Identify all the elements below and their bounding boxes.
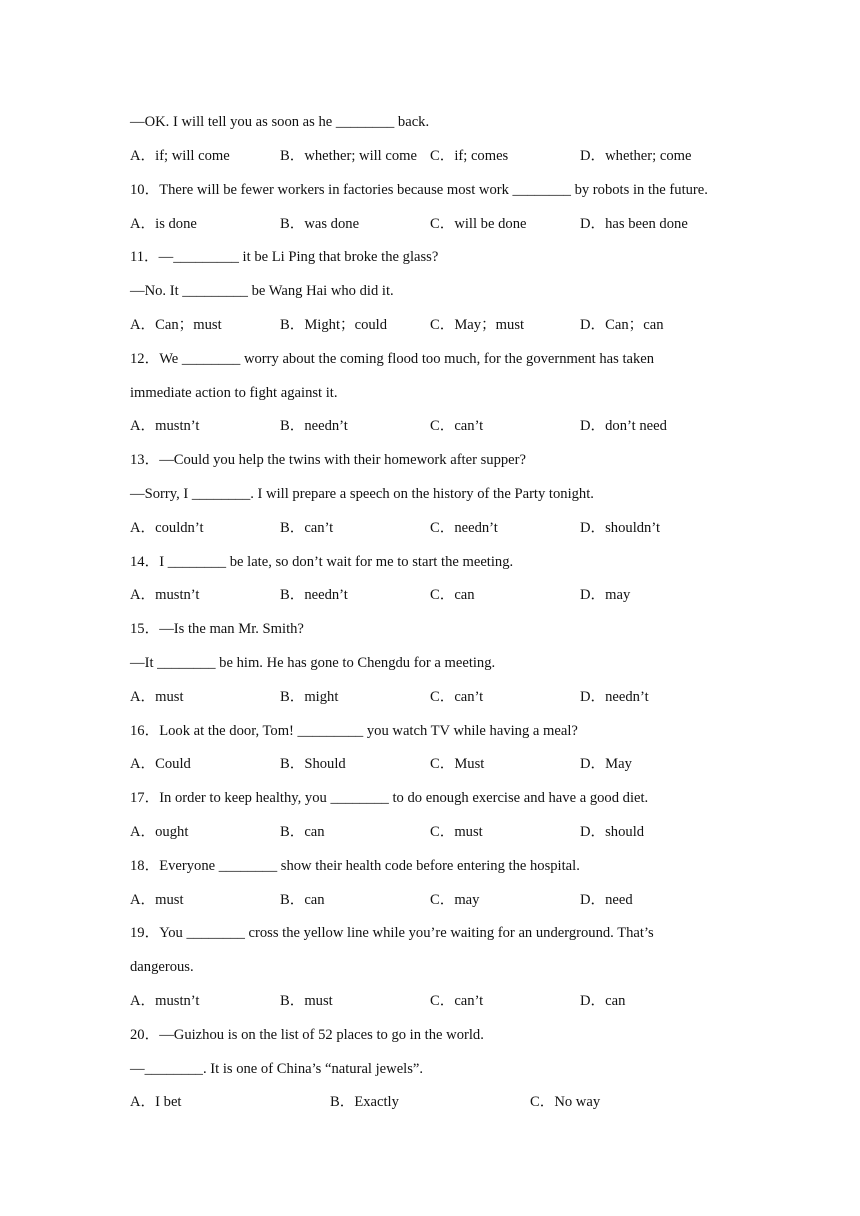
q15-option-c: C．can’t xyxy=(430,689,484,705)
q13-option-a: A．couldn’t xyxy=(130,520,204,536)
q20-response: —________. It is one of China’s “natural jewels”. xyxy=(130,1061,424,1077)
q11-option-b: B．Might；could xyxy=(280,317,388,333)
q15-option-b: B．might xyxy=(280,689,339,705)
q14-option-d: D．may xyxy=(580,587,631,603)
q15-response: —It ________ be him. He has gone to Chengdu for a meeting. xyxy=(130,655,496,671)
q20-stem: 20．—Guizhou is on the list of 52 places to go in the world. xyxy=(130,1027,484,1043)
q16-option-c: C．Must xyxy=(430,756,485,772)
q19-stem: 19．You ________ cross the yellow line while you’re waiting for an underground. That’s xyxy=(130,925,654,941)
q17-option-a: A．ought xyxy=(130,824,189,840)
q12-stem: 12．We ________ worry about the coming flood too much, for the government has taken xyxy=(130,351,655,367)
q9-answer-line: —OK. I will tell you as soon as he ________ back. xyxy=(130,114,430,130)
q20-option-a: A．I bet xyxy=(130,1094,182,1110)
q13-option-d: D．shouldn’t xyxy=(580,520,661,536)
q11-option-a: A．Can；must xyxy=(130,317,222,333)
q10-option-b: B．was done xyxy=(280,216,360,232)
q12-option-d: D．don’t need xyxy=(580,418,667,434)
q12-option-b: B．needn’t xyxy=(280,418,348,434)
q13-option-b: B．can’t xyxy=(280,520,334,536)
q16-option-a: A．Could xyxy=(130,756,191,772)
q18-option-b: B．can xyxy=(280,892,325,908)
q17-option-d: D．should xyxy=(580,824,645,840)
q12-option-a: A．mustn’t xyxy=(130,418,200,434)
q11-response: —No. It _________ be Wang Hai who did it. xyxy=(130,283,394,299)
q10-option-c: C．will be done xyxy=(430,216,527,232)
q14-option-c: C．can xyxy=(430,587,475,603)
q19-stem-continued: dangerous. xyxy=(130,959,194,975)
q10-option-d: D．has been done xyxy=(580,216,688,232)
q9-option-c: C．if; comes xyxy=(430,148,509,164)
q19-option-d: D．can xyxy=(580,993,626,1009)
q9-option-b: B．whether; will come xyxy=(280,148,417,164)
q13-option-c: C．needn’t xyxy=(430,520,498,536)
q17-option-c: C．must xyxy=(430,824,483,840)
q18-option-c: C．may xyxy=(430,892,480,908)
q16-stem: 16．Look at the door, Tom! _________ you watch TV while having a meal? xyxy=(130,723,578,739)
q19-option-c: C．can’t xyxy=(430,993,484,1009)
q12-stem-continued: immediate action to fight against it. xyxy=(130,385,338,401)
q9-option-d: D．whether; come xyxy=(580,148,692,164)
q16-option-d: D．May xyxy=(580,756,632,772)
q11-stem: 11．—_________ it be Li Ping that broke the glass? xyxy=(130,249,439,265)
q18-stem: 18．Everyone ________ show their health code before entering the hospital. xyxy=(130,858,580,874)
q12-option-c: C．can’t xyxy=(430,418,484,434)
q14-option-a: A．mustn’t xyxy=(130,587,200,603)
q11-option-d: D．Can；can xyxy=(580,317,664,333)
q15-option-a: A．must xyxy=(130,689,184,705)
q17-stem: 17．In order to keep healthy, you ________ to do enough exercise and have a good diet. xyxy=(130,790,649,806)
q17-option-b: B．can xyxy=(280,824,325,840)
q15-option-d: D．needn’t xyxy=(580,689,649,705)
q15-stem: 15．—Is the man Mr. Smith? xyxy=(130,621,304,637)
q14-stem: 14．I ________ be late, so don’t wait for me to start the meeting. xyxy=(130,554,514,570)
q16-option-b: B．Should xyxy=(280,756,346,772)
q11-option-c: C．May；must xyxy=(430,317,525,333)
q14-option-b: B．needn’t xyxy=(280,587,348,603)
q20-option-c: C．No way xyxy=(530,1094,601,1110)
q10-stem: 10．There will be fewer workers in factories because most work ________ by robots in the future. xyxy=(130,182,708,198)
q19-option-b: B．must xyxy=(280,993,333,1009)
q18-option-a: A．must xyxy=(130,892,184,908)
q20-option-b: B．Exactly xyxy=(330,1094,399,1110)
q13-stem: 13．—Could you help the twins with their homework after supper? xyxy=(130,452,526,468)
q19-option-a: A．mustn’t xyxy=(130,993,200,1009)
q13-response: —Sorry, I ________. I will prepare a speech on the history of the Party tonight. xyxy=(130,486,594,502)
q10-option-a: A．is done xyxy=(130,216,197,232)
q9-option-a: A．if; will come xyxy=(130,148,230,164)
q18-option-d: D．need xyxy=(580,892,633,908)
